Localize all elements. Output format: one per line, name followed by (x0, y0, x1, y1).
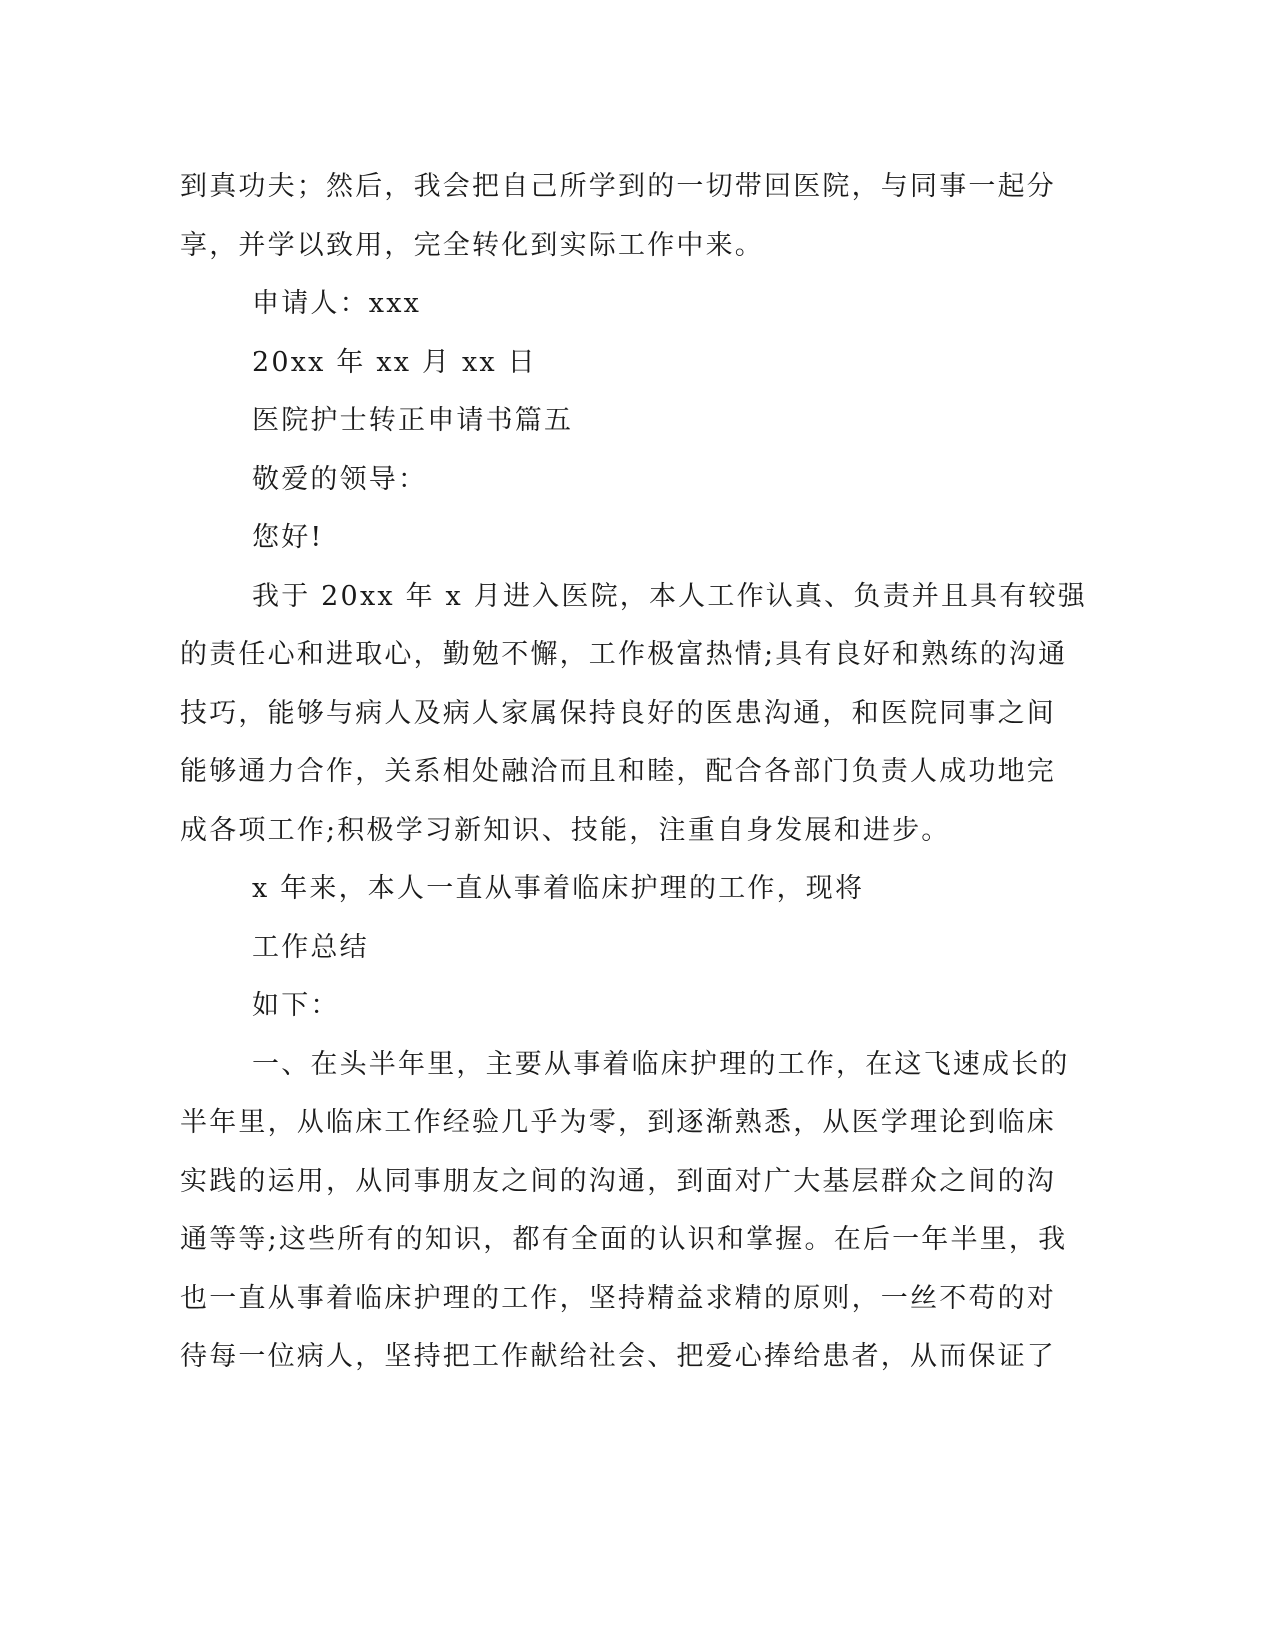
body-line: 到真功夫；然后，我会把自己所学到的一切带回医院，与同事一起分 (180, 171, 1056, 202)
applicant-line: 申请人：xxx (252, 288, 422, 319)
greeting: 您好! (252, 522, 324, 553)
body-line: 实践的运用，从同事朋友之间的沟通，到面对广大基层群众之间的沟 (180, 1165, 1056, 1197)
body-line: 享，并学以致用，完全转化到实际工作中来。 (180, 229, 764, 261)
body-line: 的责任心和进取心，勤勉不懈，工作极富热情;具有良好和熟练的沟通 (180, 639, 1068, 670)
body-line: x 年来，本人一直从事着临床护理的工作，现将 (252, 873, 865, 904)
body-line: 如下： (252, 990, 340, 1021)
salutation: 敬爱的领导： (252, 463, 428, 495)
body-line: 成各项工作;积极学习新知识、技能，注重自身发展和进步。 (180, 814, 951, 846)
document-body (180, 158, 1087, 1387)
section-title: 医院护士转正申请书篇五 (252, 405, 574, 436)
body-line: 待每一位病人，坚持把工作献给社会、把爱心捧给患者，从而保证了 (180, 1341, 1056, 1372)
body-line: 一、在头半年里，主要从事着临床护理的工作，在这飞速成长的 (252, 1048, 1070, 1080)
body-line: 我于 20xx 年 x 月进入医院，本人工作认真、负责并且具有较强 (252, 580, 1087, 612)
body-line: 工作总结 (252, 931, 369, 963)
body-line: 通等等;这些所有的知识，都有全面的认识和掌握。在后一年半里，我 (180, 1224, 1068, 1255)
body-line: 能够通力合作，关系相处融洽而且和睦，配合各部门负责人成功地完 (180, 756, 1056, 787)
body-line: 半年里，从临床工作经验几乎为零，到逐渐熟悉，从医学理论到临床 (180, 1107, 1056, 1138)
body-line: 技巧，能够与病人及病人家属保持良好的医患沟通，和医院同事之间 (180, 697, 1056, 729)
date-line: 20xx 年 xx 月 xx 日 (252, 346, 537, 378)
body-line: 也一直从事着临床护理的工作，坚持精益求精的原则，一丝不苟的对 (180, 1282, 1056, 1314)
